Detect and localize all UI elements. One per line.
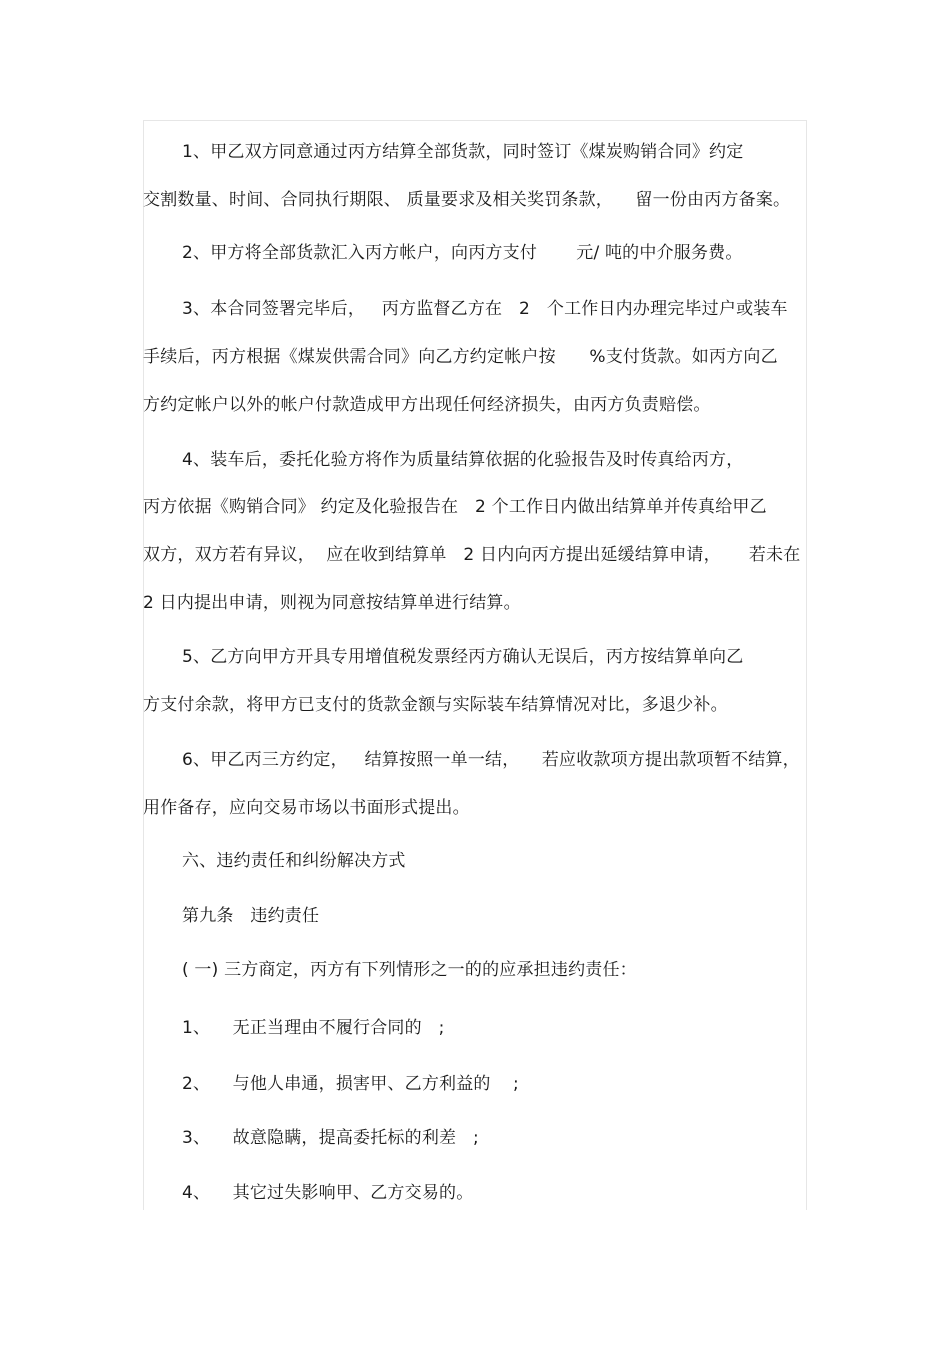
clause-2-line-1: 2、甲方将全部货款汇入丙方帐户，向丙方支付 元/ 吨的中介服务费。 bbox=[182, 243, 743, 263]
clause-6-line-1: 6、甲乙丙三方约定， 结算按照一单一结， 若应收款项方提出款项暂不结算， bbox=[182, 750, 800, 770]
clause-4-line-3: 双方，双方若有异议， 应在收到结算单 2 日内向丙方提出延缓结算申请， 若未在 bbox=[143, 545, 801, 565]
clause-3-line-1: 3、本合同签署完毕后， 丙方监督乙方在 2 个工作日内办理完毕过户或装车 bbox=[182, 299, 788, 319]
clause-3-line-2: 手续后，丙方根据《煤炭供需合同》向乙方约定帐户按 %支付货款。如丙方向乙 bbox=[143, 347, 778, 367]
clause-1-line-1: 1、甲乙双方同意通过丙方结算全部货款，同时签订《煤炭购销合同》约定 bbox=[182, 142, 744, 162]
breach-item-2: 2、 与他人串通，损害甲、乙方利益的 ; bbox=[182, 1074, 519, 1094]
clause-4-line-1: 4、装车后，委托化验方将作为质量结算依据的化验报告及时传真给丙方， bbox=[182, 450, 744, 470]
breach-item-3: 3、 故意隐瞒，提高委托标的利差 ; bbox=[182, 1128, 479, 1148]
clause-4-line-2: 丙方依据《购销合同》 约定及化验报告在 2 个工作日内做出结算单并传真给甲乙 bbox=[143, 497, 767, 517]
clause-3-line-3: 方约定帐户以外的帐户付款造成甲方出现任何经济损失，由丙方负责赔偿。 bbox=[143, 395, 711, 415]
clause-5-line-1: 5、乙方向甲方开具专用增值税发票经丙方确认无误后，丙方按结算单向乙 bbox=[182, 647, 744, 667]
section-heading: 六、违约责任和纠纷解决方式 bbox=[182, 851, 406, 871]
clause-5-line-2: 方支付余款，将甲方已支付的货款金额与实际装车结算情况对比，多退少补。 bbox=[143, 695, 728, 715]
clause-1-line-2: 交割数量、时间、合同执行期限、 质量要求及相关奖罚条款， 留一份由丙方备案。 bbox=[143, 190, 791, 210]
clause-4-line-4: 2 日内提出申请，则视为同意按结算单进行结算。 bbox=[143, 593, 521, 613]
breach-item-1: 1、 无正当理由不履行合同的 ; bbox=[182, 1018, 445, 1038]
subsection-intro: ( 一) 三方商定，丙方有下列情形之一的的应承担违约责任： bbox=[182, 960, 637, 980]
clause-6-line-2: 用作备存，应向交易市场以书面形式提出。 bbox=[143, 798, 470, 818]
breach-item-4: 4、 其它过失影响甲、乙方交易的。 bbox=[182, 1183, 474, 1203]
article-heading: 第九条 违约责任 bbox=[182, 906, 320, 926]
